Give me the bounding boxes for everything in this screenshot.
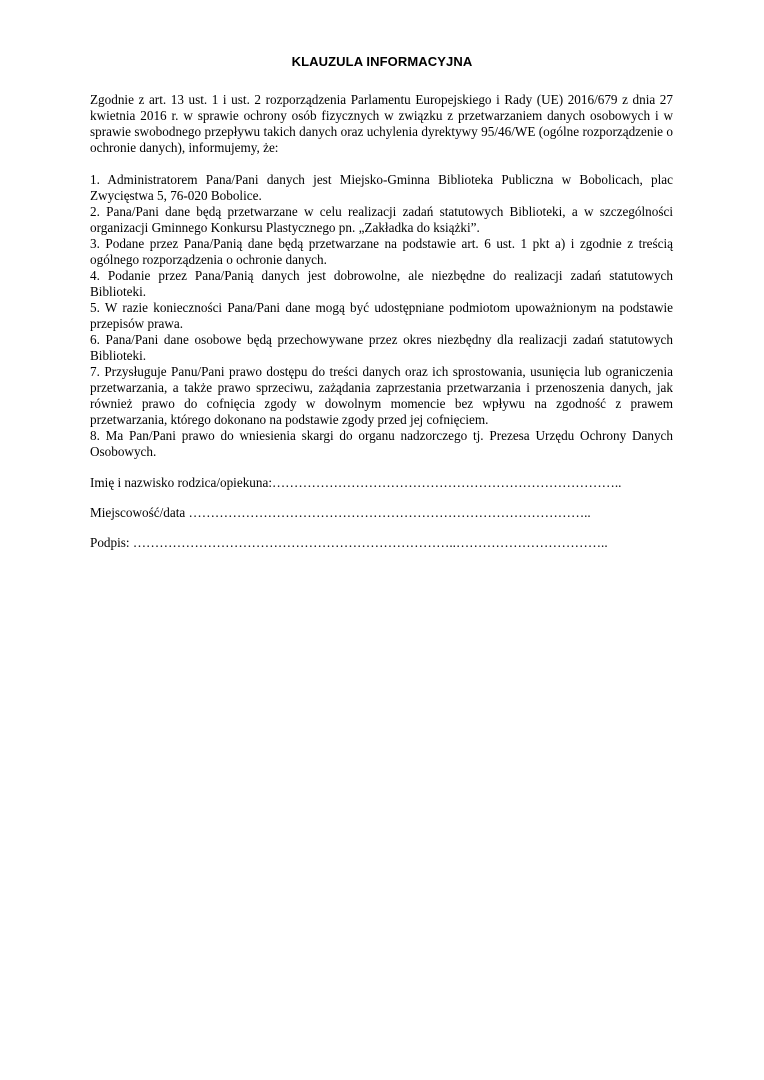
clause-item: 4. Podanie przez Pana/Panią danych jest dobrowolne, ale niezbędne do realizacji zadań statutowych Biblioteki. xyxy=(90,268,673,299)
signature-field: Podpis: ………………………………………………………………..…………………………….. xyxy=(90,535,608,550)
document-title: KLAUZULA INFORMACYJNA xyxy=(291,54,473,69)
clause-item: 2. Pana/Pani dane będą przetwarzane w celu realizacji zadań statutowych Biblioteki, a w szczególności organizacji Gminnego Konkursu Plastycznego pn. „Zakładka do książki”. xyxy=(90,204,673,235)
clause-item: 6. Pana/Pani dane osobowe będą przechowywane przez okres niezbędny dla realizacji zadań statutowych Biblioteki. xyxy=(90,332,673,363)
place-date-field: Miejscowość/data ……………………………………………………………………………….. xyxy=(90,505,591,520)
clause-item: 7. Przysługuje Panu/Pani prawo dostępu do treści danych oraz ich sprostowania, usunięcia lub ograniczenia przetwarzania, a także prawo sprzeciwu, zażądania zaprzestania przetwarzania i przenoszenia danych, jak również prawo do cofnięcia zgody w dowolnym momencie bez wpływu na zgodność z prawem przetwarzania, którego dokonano na podstawie zgody przed jej cofnięciem. xyxy=(90,364,673,427)
form-fields xyxy=(90,475,673,551)
intro-paragraph: Zgodnie z art. 13 ust. 1 i ust. 2 rozporządzenia Parlamentu Europejskiego i Rady (UE) 2016/679 z dnia 27 kwietnia 2016 r. w sprawie ochrony osób fizycznych w związku z przetwarzaniem danych osobowych i w sprawie swobodnego przepływu takich danych oraz uchylenia dyrektywy 95/46/WE (ogólne rozporządzenie o ochronie danych), informujemy, że: xyxy=(90,92,673,155)
clause-item: 8. Ma Pan/Pani prawo do wniesienia skargi do organu nadzorczego tj. Prezesa Urzędu Ochrony Danych Osobowych. xyxy=(90,428,673,459)
guardian-name-field: Imię i nazwisko rodzica/opiekuna:…………………………………………………………………….. xyxy=(90,475,622,490)
clause-item: 5. W razie konieczności Pana/Pani dane mogą być udostępniane podmiotom upoważnionym na podstawie przepisów prawa. xyxy=(90,300,673,331)
clause-list xyxy=(90,172,673,460)
document-body xyxy=(90,92,673,565)
clause-item: 3. Podane przez Pana/Panią dane będą przetwarzane na podstawie art. 6 ust. 1 pkt a) i zgodnie z treścią ogólnego rozporządzenia o ochronie danych. xyxy=(90,236,673,267)
clause-item: 1. Administratorem Pana/Pani danych jest Miejsko-Gminna Biblioteka Publiczna w Bobolicach, plac Zwycięstwa 5, 76-020 Bobolice. xyxy=(90,172,673,203)
